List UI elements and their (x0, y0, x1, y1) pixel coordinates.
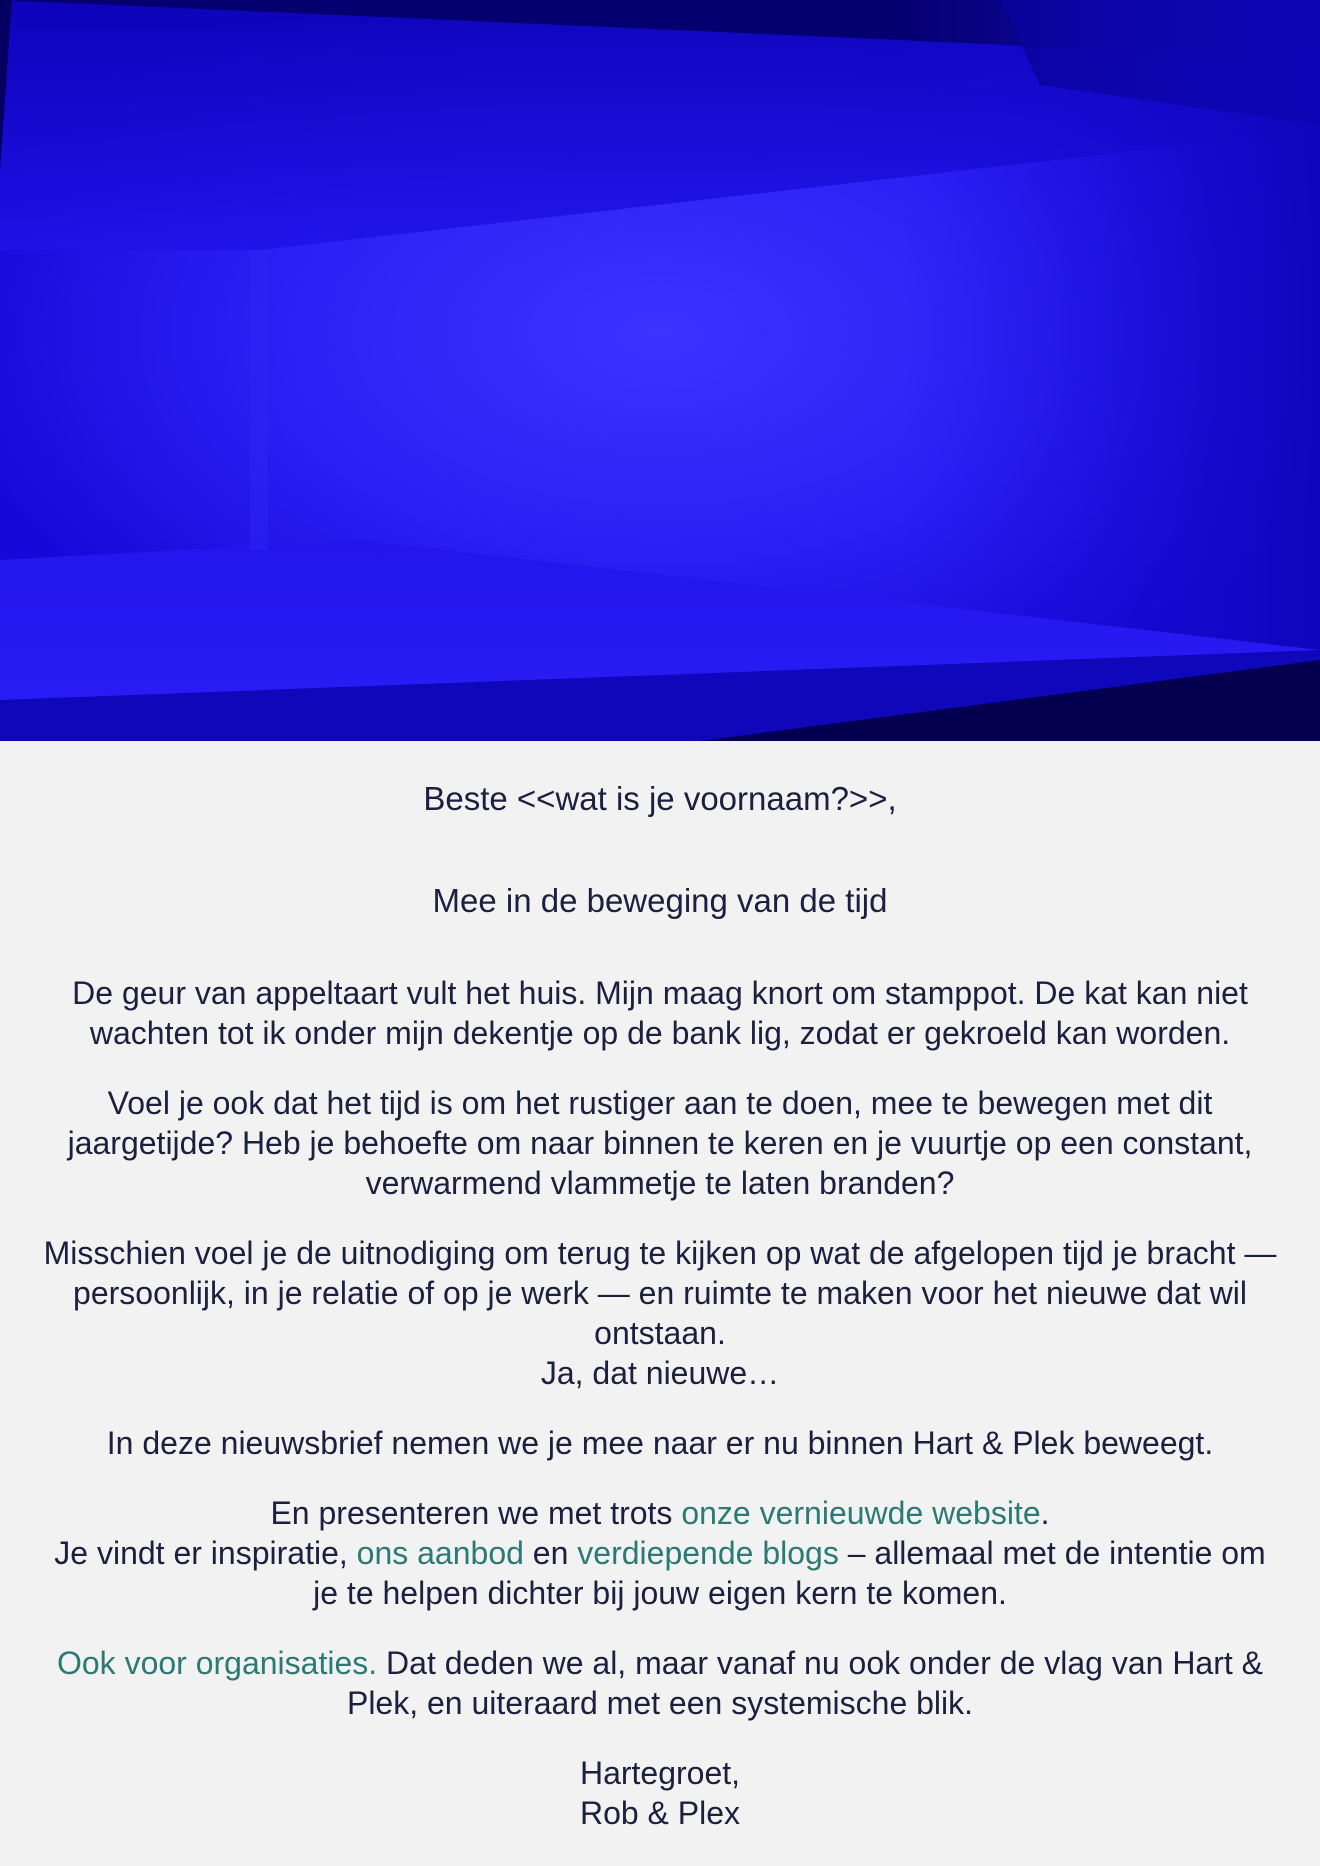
offer-link[interactable]: ons aanbod (356, 1535, 524, 1571)
signature: Rob & Plex (579, 1795, 741, 1831)
paragraph-5b-mid: en (523, 1535, 578, 1571)
paragraph-5-post: . (1040, 1495, 1050, 1531)
paragraph-5 (40, 1493, 1280, 1613)
letter-body (0, 741, 1320, 1833)
hero-image (0, 0, 1320, 741)
paragraph-1: De geur van appeltaart vult het huis. Mijn maag knort om stamppot. De kat kan niet wachten tot ik onder mijn dekentje op de bank lig, zodat er gekroeld kan worden. (72, 975, 1248, 1051)
paragraph-6 (40, 1643, 1280, 1723)
paragraph-4: In deze nieuwsbrief nemen we je mee naar er nu binnen Hart & Plek beweegt. (106, 1425, 1214, 1461)
paragraph-3-tail: Ja, dat nieuwe… (540, 1355, 780, 1391)
paragraph-5-line-1 (40, 1493, 1280, 1533)
blogs-link[interactable]: verdiepende blogs (577, 1535, 839, 1571)
hero-image-artwork (0, 0, 1320, 741)
paragraph-2: Voel je ook dat het tijd is om het rustiger aan te doen, mee te bewegen met dit jaargetijde? Heb je behoefte om naar binnen te keren en je vuurtje op een constant, verwarmend vlammetje te laten branden? (67, 1085, 1253, 1201)
greeting: Beste <<wat is je voornaam?>>, (423, 780, 897, 817)
paragraph-5-pre: En presenteren we met trots (270, 1495, 682, 1531)
section-heading: Mee in de beweging van de tijd (432, 882, 888, 919)
paragraph-3 (40, 1233, 1280, 1393)
closing (40, 1753, 1280, 1833)
closing-greeting: Hartegroet, (579, 1755, 741, 1791)
paragraph-3-text: Misschien voel je de uitnodiging om terug te kijken op wat de afgelopen tijd je bracht — persoonlijk, in je relatie of op je werk — en ruimte te maken voor het nieuwe dat wil ontstaan. (43, 1235, 1277, 1351)
paragraph-5b-pre: Je vindt er inspiratie, (54, 1535, 357, 1571)
paragraph-5b-post: – allemaal met de intentie om je te helpen dichter bij jouw eigen kern te komen. (313, 1535, 1266, 1611)
paragraph-5-line-2 (40, 1533, 1280, 1613)
organisations-link[interactable]: Ook voor organisaties. (56, 1645, 378, 1681)
paragraph-6-post: Dat deden we al, maar vanaf nu ook onder de vlag van Hart & Plek, en uiteraard met een systemische blik. (346, 1645, 1263, 1721)
website-link[interactable]: onze vernieuwde website (681, 1495, 1041, 1531)
